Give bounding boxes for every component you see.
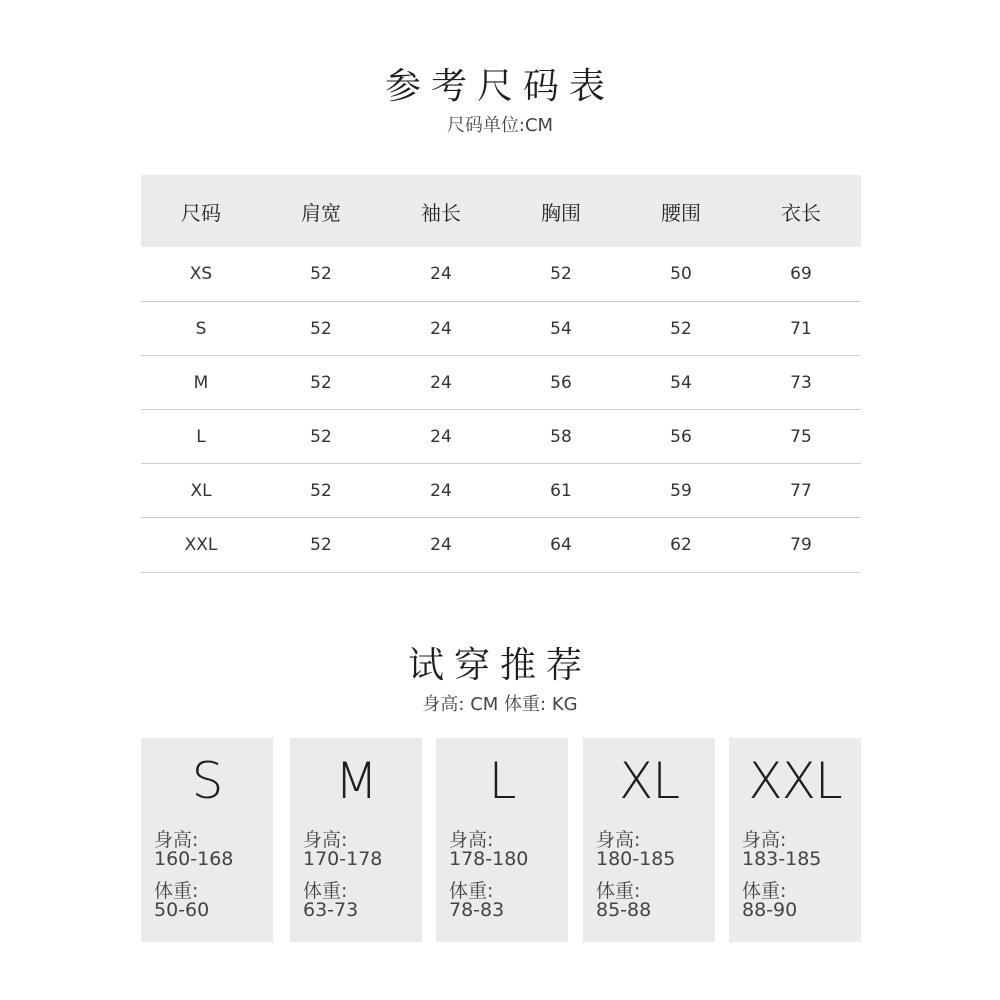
table-cell: 54	[621, 356, 741, 410]
height-label: 身高:	[449, 829, 494, 851]
table-cell: 59	[621, 464, 741, 518]
table-cell: 24	[381, 302, 501, 356]
table-cell: 52	[261, 356, 381, 410]
card-size-label: M	[334, 752, 378, 810]
column-header: 尺码	[141, 175, 261, 247]
height-value: 160-168	[154, 848, 234, 870]
weight-value: 88-90	[742, 899, 798, 921]
table-header-row	[141, 175, 861, 247]
table-cell: 24	[381, 464, 501, 518]
column-header: 衣长	[741, 175, 861, 247]
height-label: 身高:	[742, 829, 787, 851]
table-row	[141, 464, 861, 518]
table-cell: 52	[261, 518, 381, 573]
table-cell: 24	[381, 356, 501, 410]
table-cell: 58	[501, 410, 621, 464]
weight-label: 体重:	[449, 880, 494, 902]
table-cell: 52	[501, 247, 621, 302]
fit-card-xxl	[729, 738, 861, 942]
table-row	[141, 518, 861, 573]
fit-card-s	[141, 738, 273, 942]
table-cell: 64	[501, 518, 621, 573]
weight-label: 体重:	[154, 880, 199, 902]
fit-card-xl	[583, 738, 715, 942]
fit-guide-title: 试穿推荐	[407, 645, 592, 686]
card-size-label: XL	[618, 752, 680, 810]
table-cell: 73	[741, 356, 861, 410]
column-header: 胸围	[501, 175, 621, 247]
table-cell: 61	[501, 464, 621, 518]
table-cell: 69	[741, 247, 861, 302]
height-value: 183-185	[742, 848, 822, 870]
table-cell: L	[141, 410, 261, 464]
fit-guide-unit-note: 身高: CM 体重: KG	[422, 694, 578, 715]
size-chart-title: 参考尺码表	[384, 66, 615, 107]
weight-value: 50-60	[154, 899, 210, 921]
weight-value: 78-83	[449, 899, 505, 921]
table-cell: XS	[141, 247, 261, 302]
table-cell: 52	[261, 410, 381, 464]
fit-guide-cards	[141, 738, 861, 942]
weight-value: 63-73	[303, 899, 359, 921]
table-row	[141, 247, 861, 302]
height-value: 170-178	[303, 848, 383, 870]
table-cell: 71	[741, 302, 861, 356]
table-cell: XL	[141, 464, 261, 518]
weight-label: 体重:	[596, 880, 641, 902]
table-cell: 75	[741, 410, 861, 464]
table-cell: 79	[741, 518, 861, 573]
table-cell: 24	[381, 247, 501, 302]
table-cell: M	[141, 356, 261, 410]
fit-card-m	[290, 738, 422, 942]
weight-value: 85-88	[596, 899, 652, 921]
column-header: 腰围	[621, 175, 741, 247]
table-cell: XXL	[141, 518, 261, 573]
table-cell: 52	[621, 302, 741, 356]
table-row	[141, 302, 861, 356]
table-row	[141, 356, 861, 410]
table-cell: 62	[621, 518, 741, 573]
card-size-label: XXL	[748, 752, 842, 810]
fit-card-l	[436, 738, 568, 942]
table-cell: 77	[741, 464, 861, 518]
table-cell: 54	[501, 302, 621, 356]
table-cell: S	[141, 302, 261, 356]
table-cell: 56	[621, 410, 741, 464]
height-label: 身高:	[596, 829, 641, 851]
table-cell: 50	[621, 247, 741, 302]
weight-label: 体重:	[303, 880, 348, 902]
table-row	[141, 410, 861, 464]
table-cell: 52	[261, 247, 381, 302]
height-label: 身高:	[154, 829, 199, 851]
height-value: 178-180	[449, 848, 529, 870]
table-cell: 56	[501, 356, 621, 410]
table-cell: 24	[381, 518, 501, 573]
table-cell: 24	[381, 410, 501, 464]
height-value: 180-185	[596, 848, 676, 870]
card-size-label: S	[191, 752, 223, 810]
height-label: 身高:	[303, 829, 348, 851]
card-size-label: L	[488, 752, 516, 810]
column-header: 袖长	[381, 175, 501, 247]
size-chart-unit-note: 尺码单位:CM	[446, 115, 554, 136]
table-cell: 52	[261, 464, 381, 518]
column-header: 肩宽	[261, 175, 381, 247]
table-cell: 52	[261, 302, 381, 356]
weight-label: 体重:	[742, 880, 787, 902]
size-table	[141, 175, 861, 573]
